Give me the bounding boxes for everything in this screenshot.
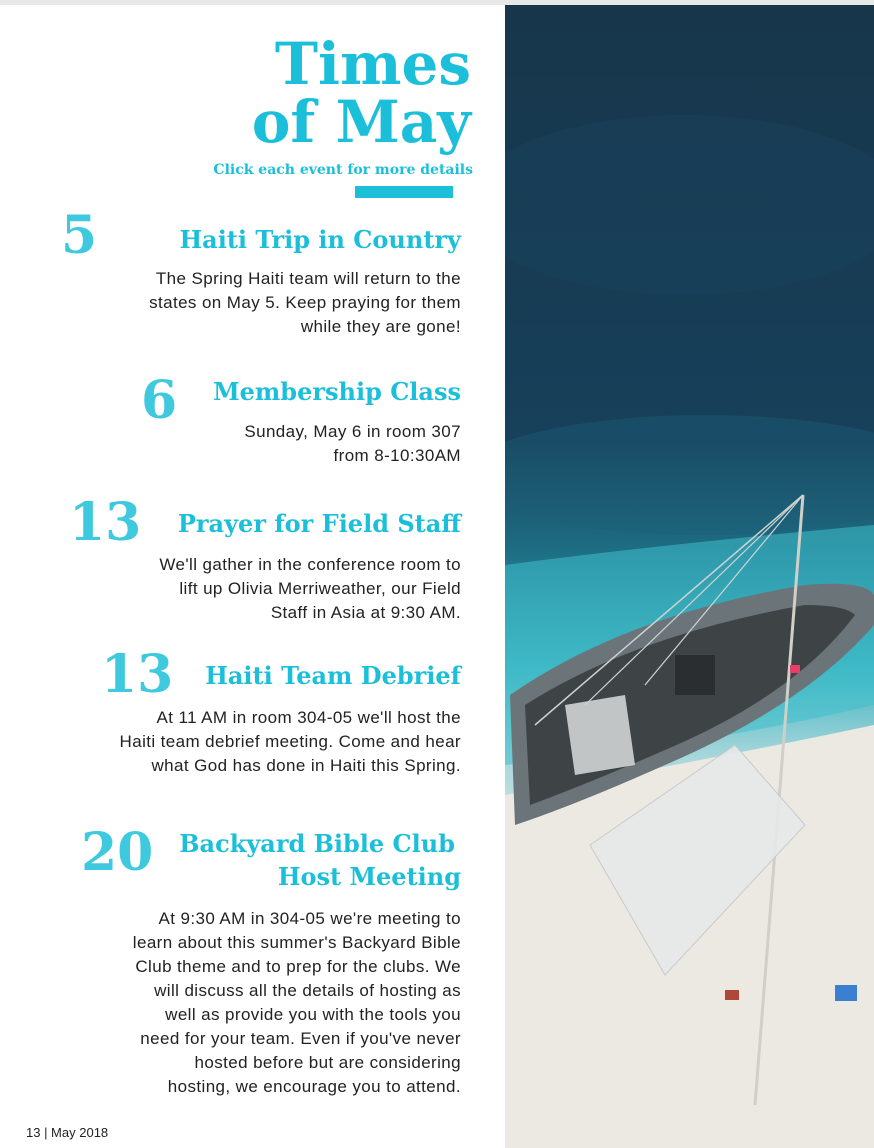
boat-illustration	[505, 5, 874, 1148]
description-line: We'll gather in the conference room to	[159, 555, 461, 574]
event-title[interactable]: Prayer for Field Staff	[177, 509, 461, 538]
description-line: well as provide you with the tools you	[165, 1005, 461, 1024]
event-haiti-team-debrief[interactable]	[101, 644, 461, 778]
event-backyard-bible-club[interactable]	[81, 822, 461, 1099]
description-line: learn about this summer's Backyard Bible	[132, 933, 461, 952]
event-title[interactable]: Membership Class	[213, 377, 461, 406]
description-line: At 9:30 AM in 304-05 we're meeting to	[158, 909, 461, 928]
event-day: 13	[101, 644, 174, 705]
event-description	[141, 420, 461, 468]
description-line: what God has done in Haiti this Spring.	[151, 756, 461, 775]
event-title[interactable]: Haiti Team Debrief	[205, 661, 461, 690]
page-footer: 13 | May 2018	[26, 1125, 109, 1140]
description-line: Haiti team debrief meeting. Come and hear	[119, 732, 461, 751]
event-title-line-1[interactable]: Backyard Bible Club	[179, 829, 455, 858]
event-day: 20	[81, 822, 154, 883]
event-day: 5	[61, 205, 98, 266]
page-subtitle: Click each event for more details	[213, 162, 473, 178]
description-line: will discuss all the details of hosting as	[154, 981, 461, 1000]
events-panel	[0, 5, 505, 1148]
title-line-1: Times	[274, 30, 471, 98]
description-line: Sunday, May 6 in room 307	[244, 422, 461, 441]
event-day: 6	[141, 370, 178, 431]
title-underline	[355, 186, 453, 198]
description-line: need for your team. Even if you've never	[140, 1029, 461, 1048]
event-description	[101, 706, 461, 778]
description-line: from 8-10:30AM	[333, 446, 461, 465]
description-line: The Spring Haiti team will return to the	[155, 269, 461, 288]
description-line: states on May 5. Keep praying for them	[149, 293, 461, 312]
description-line: hosted before but are considering	[194, 1053, 461, 1072]
page-title	[251, 30, 471, 156]
description-line: lift up Olivia Merriweather, our Field	[179, 579, 461, 598]
description-line: Club theme and to prep for the clubs. We	[135, 957, 461, 976]
event-description	[61, 267, 461, 339]
event-description	[81, 907, 461, 1099]
event-haiti-trip[interactable]	[61, 205, 461, 339]
description-line: At 11 AM in room 304-05 we'll host the	[156, 708, 461, 727]
event-day: 13	[69, 492, 142, 553]
event-description	[69, 553, 461, 625]
aerial-boat-photo	[505, 5, 874, 1148]
event-title-line-2[interactable]: Host Meeting	[277, 862, 461, 891]
description-line: Staff in Asia at 9:30 AM.	[270, 603, 461, 622]
event-title[interactable]: Haiti Trip in Country	[179, 225, 461, 254]
event-prayer-field-staff[interactable]	[69, 492, 461, 625]
event-membership-class[interactable]	[141, 370, 461, 468]
description-line: while they are gone!	[300, 317, 461, 336]
title-line-2: of May	[251, 88, 471, 156]
description-line: hosting, we encourage you to attend.	[167, 1077, 461, 1096]
